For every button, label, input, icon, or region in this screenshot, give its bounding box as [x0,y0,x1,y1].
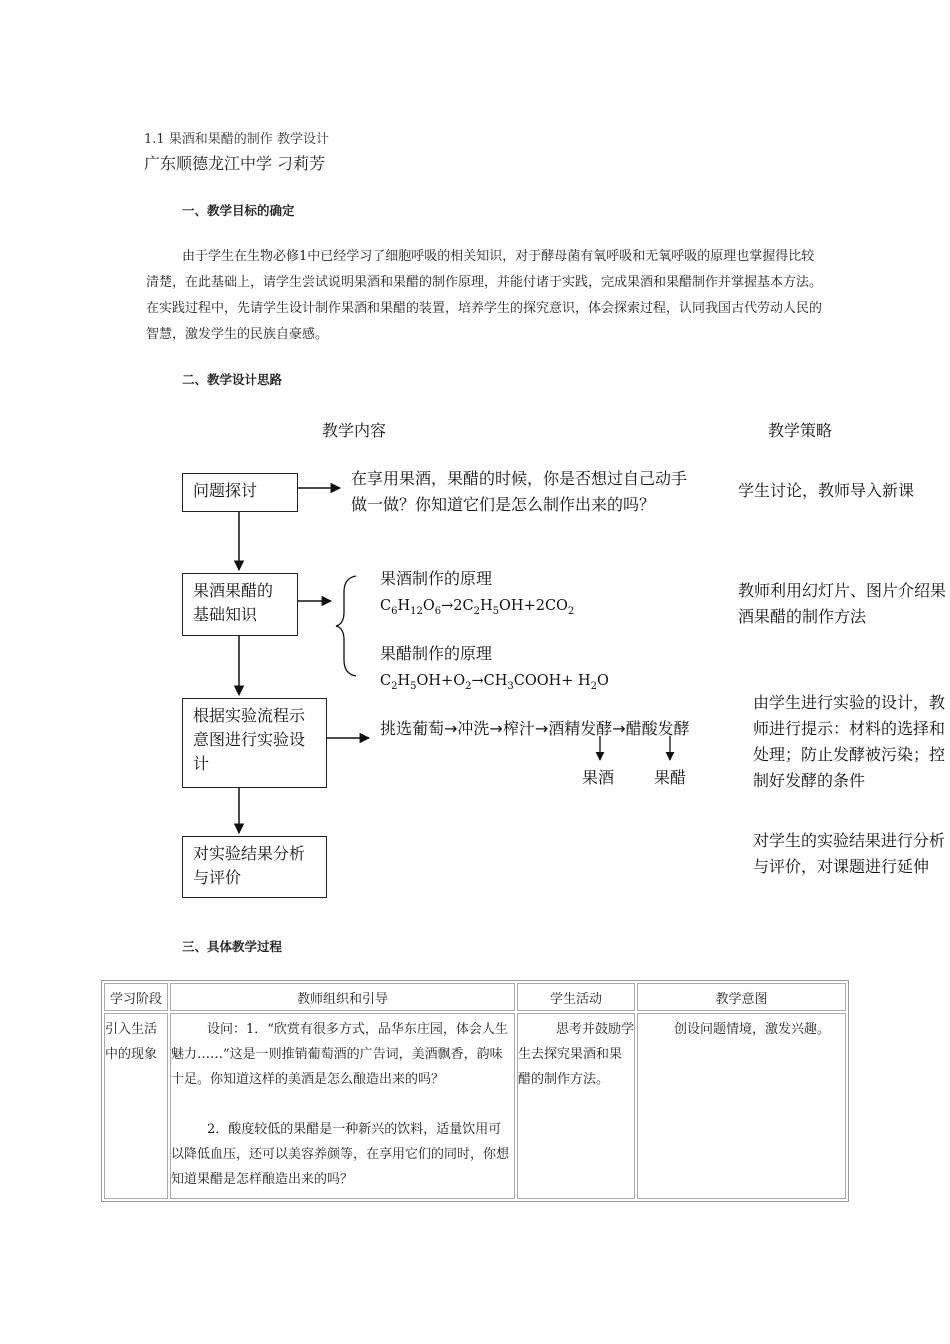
goals-paragraph [146,244,822,348]
teacher-text-1 [171,1014,514,1092]
table-row [104,1013,846,1199]
product-vinegar: 果醋 [654,768,687,787]
student-text-content: 思考并鼓励学生去探究果酒和果醋的制作方法。 [518,1022,635,1087]
teacher-text-2-content: 2．酸度较低的果醋是一种新兴的饮料，适量饮用可以降低血压，还可以美容养颜等，在享用它们的同时，你想知道果醋是怎样酿造出来的吗？ [171,1122,510,1187]
strategy-3-line3: 处理；防止发酵被污染；控 [753,745,946,764]
strategy-4-line2: 与评价，对课题进行延伸 [753,857,930,876]
header-stage: 学习阶段 [104,983,168,1011]
student-text [518,1014,634,1092]
flowchart-col-content: 教学内容 [322,421,387,440]
teacher-cell [170,1013,515,1199]
stage-text: 引入生活中的现象 [105,1022,158,1062]
process-table [101,980,849,1202]
flow-box-evaluation: 对实验结果分析与评价 [182,836,327,898]
school-author: 广东顺德龙江中学 刁莉芳 [144,154,326,173]
teacher-text-1-content: 设问：1．“欣赏有很多方式，品华东庄园，体会人生魅力……”这是一则推销葡萄酒的广告词，美酒飘香，韵味十足。你知道这样的美酒是怎么酿造出来的吗？ [171,1022,508,1087]
strategy-1: 学生讨论，教师导入新课 [738,481,915,500]
wine-formula: $C_6H_{12}O_6\to 2C_2H_5OH+2CO_2$ [380,598,575,617]
header-student: 学生活动 [517,983,635,1011]
product-wine: 果酒 [582,768,615,787]
goals-paragraph-text: 由于学生在生物必修1中已经学习了细胞呼吸的相关知识，对于酵母菌有氧呼吸和无氧呼吸的原理也掌握得比较清楚，在此基础上，请学生尝试说明果酒和果醋的制作原理，并能付诸于实践，完成果酒和果醋制作并掌握基本方法。在实践过程中，先请学生设计制作果酒和果醋的装置，培养学生的探究意识，体会探索过程，认同我国古代劳动人民的智慧，激发学生的民族自豪感。 [146,249,823,342]
intent-text [638,1014,845,1042]
header-intent: 教学意图 [637,983,846,1011]
section-heading-goals: 一、教学目标的确定 [182,203,295,218]
flow-box-basics: 果酒果醋的基础知识 [182,573,298,636]
vinegar-principle-label: 果醋制作的原理 [380,644,493,663]
question-text: 在享用果酒，果醋的时候，你是否想过自己动手做一做？你知道它们是怎么制作出来的吗？ [351,469,688,514]
intent-text-content: 创设问题情境，激发兴趣。 [674,1022,831,1037]
flow-box-experiment: 根据实验流程示意图进行实验设计 [182,698,327,788]
teacher-text-2 [171,1117,514,1192]
document-title: 1.1 果酒和果醋的制作 教学设计 [144,132,329,147]
student-cell [517,1013,635,1199]
vinegar-formula: $C_2H_5OH+O_2\to CH_3COOH+ H_2O$ [380,673,609,692]
intent-cell [637,1013,846,1199]
strategy-3-line1: 由学生进行实验的设计，教 [753,693,946,712]
flowchart-col-strategy: 教学策略 [768,421,833,440]
strategy-3-line4: 制好发酵的条件 [753,771,866,790]
header-teacher: 教师组织和引导 [170,983,515,1011]
section-heading-design: 二、教学设计思路 [182,372,283,387]
table-header-row [104,983,846,1011]
section-heading-process: 三、具体教学过程 [182,939,283,954]
strategy-2-line2: 酒果醋的制作方法 [738,607,867,626]
strategy-2-line1: 教师利用幻灯片、图片介绍果 [738,581,947,600]
wine-principle-label: 果酒制作的原理 [380,569,493,588]
strategy-4-line1: 对学生的实验结果进行分析 [753,831,946,850]
stage-cell [104,1013,168,1199]
strategy-3-line2: 师进行提示：材料的选择和 [753,719,946,738]
strategy-column [736,470,950,910]
flow-box-question: 问题探讨 [182,473,298,512]
brace [336,576,356,676]
process-steps: 挑选葡萄→冲洗→榨汁→酒精发酵→醋酸发酵 [380,719,690,738]
